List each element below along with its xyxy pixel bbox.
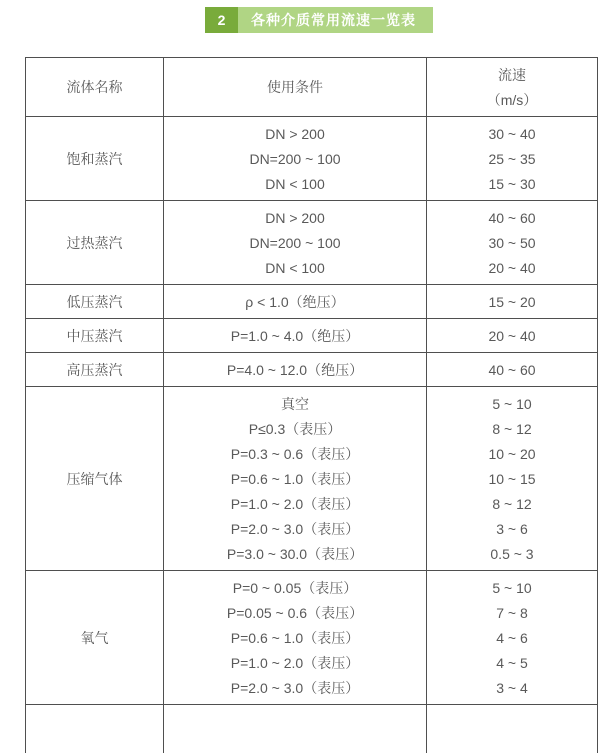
condition-line: 真空 — [166, 391, 424, 416]
condition-line: P=1.0 ~ 4.0（绝压） — [166, 323, 424, 348]
speed-line: 20 ~ 40 — [429, 255, 595, 280]
speed-cell — [427, 285, 598, 319]
section-badge — [205, 7, 433, 33]
fluid-name-cell: 低压蒸汽 — [26, 285, 164, 319]
table-partial-bottom — [26, 705, 598, 753]
section-number: 2 — [205, 7, 238, 33]
table-header — [26, 58, 598, 117]
condition-cell — [164, 353, 427, 387]
condition-line: P=1.0 ~ 2.0（表压） — [166, 650, 424, 675]
flow-speed-table-wrap — [25, 57, 598, 753]
condition-line: P=0.6 ~ 1.0（表压） — [166, 625, 424, 650]
table-row — [26, 353, 598, 387]
condition-line: ρ < 1.0（绝压） — [166, 289, 424, 314]
header-condition: 使用条件 — [164, 58, 427, 117]
table-row — [26, 387, 598, 571]
speed-cell — [427, 571, 598, 705]
condition-line: P=3.0 ~ 30.0（表压） — [166, 541, 424, 566]
speed-line: 4 ~ 6 — [429, 625, 595, 650]
condition-line: P=0.05 ~ 0.6（表压） — [166, 600, 424, 625]
condition-line: P=2.0 ~ 3.0（表压） — [166, 516, 424, 541]
header-row — [26, 58, 598, 117]
condition-line: P=0.3 ~ 0.6（表压） — [166, 441, 424, 466]
speed-cell — [427, 353, 598, 387]
speed-line: 5 ~ 10 — [429, 575, 595, 600]
speed-line: 25 ~ 35 — [429, 146, 595, 171]
condition-line: P=0 ~ 0.05（表压） — [166, 575, 424, 600]
condition-line: P=1.0 ~ 2.0（表压） — [166, 491, 424, 516]
speed-line: 30 ~ 50 — [429, 230, 595, 255]
speed-cell — [427, 319, 598, 353]
speed-line: 5 ~ 10 — [429, 391, 595, 416]
speed-line: 10 ~ 15 — [429, 466, 595, 491]
header-speed-unit: （m/s） — [429, 87, 595, 112]
header-fluid-name: 流体名称 — [26, 58, 164, 117]
condition-line: DN=200 ~ 100 — [166, 230, 424, 255]
condition-line: DN < 100 — [166, 171, 424, 196]
speed-cell — [427, 387, 598, 571]
speed-line: 40 ~ 60 — [429, 205, 595, 230]
table-row-partial — [26, 705, 598, 753]
section-title: 各种介质常用流速一览表 — [238, 7, 433, 33]
condition-cell — [164, 571, 427, 705]
speed-line: 3 ~ 4 — [429, 675, 595, 700]
condition-line: DN > 200 — [166, 205, 424, 230]
speed-line: 15 ~ 30 — [429, 171, 595, 196]
speed-line: 15 ~ 20 — [429, 289, 595, 314]
speed-line: 0.5 ~ 3 — [429, 541, 595, 566]
header-speed — [427, 58, 598, 117]
condition-cell — [164, 319, 427, 353]
table-row — [26, 117, 598, 201]
condition-line: P=0.6 ~ 1.0（表压） — [166, 466, 424, 491]
table-row — [26, 571, 598, 705]
speed-line: 10 ~ 20 — [429, 441, 595, 466]
partial-cell — [164, 705, 427, 753]
condition-line: DN=200 ~ 100 — [166, 146, 424, 171]
condition-line: P=4.0 ~ 12.0（绝压） — [166, 357, 424, 382]
table-row — [26, 201, 598, 285]
condition-line: P=2.0 ~ 3.0（表压） — [166, 675, 424, 700]
condition-line: DN < 100 — [166, 255, 424, 280]
condition-cell — [164, 285, 427, 319]
fluid-name-cell: 压缩气体 — [26, 387, 164, 571]
speed-line: 8 ~ 12 — [429, 416, 595, 441]
condition-cell — [164, 201, 427, 285]
condition-line: DN > 200 — [166, 121, 424, 146]
header-speed-label: 流速 — [429, 62, 595, 87]
fluid-name-cell: 过热蒸汽 — [26, 201, 164, 285]
speed-line: 7 ~ 8 — [429, 600, 595, 625]
fluid-name-cell: 中压蒸汽 — [26, 319, 164, 353]
speed-line: 30 ~ 40 — [429, 121, 595, 146]
speed-cell — [427, 201, 598, 285]
fluid-name-cell: 氧气 — [26, 571, 164, 705]
speed-line: 20 ~ 40 — [429, 323, 595, 348]
flow-speed-table — [25, 57, 598, 753]
table-body — [26, 117, 598, 705]
speed-line: 4 ~ 5 — [429, 650, 595, 675]
fluid-name-cell: 高压蒸汽 — [26, 353, 164, 387]
condition-cell — [164, 117, 427, 201]
fluid-name-cell: 饱和蒸汽 — [26, 117, 164, 201]
table-row — [26, 285, 598, 319]
speed-line: 8 ~ 12 — [429, 491, 595, 516]
speed-line: 40 ~ 60 — [429, 357, 595, 382]
partial-cell — [26, 705, 164, 753]
speed-line: 3 ~ 6 — [429, 516, 595, 541]
condition-line: P≤0.3（表压） — [166, 416, 424, 441]
speed-cell — [427, 117, 598, 201]
condition-cell — [164, 387, 427, 571]
partial-cell — [427, 705, 598, 753]
table-row — [26, 319, 598, 353]
